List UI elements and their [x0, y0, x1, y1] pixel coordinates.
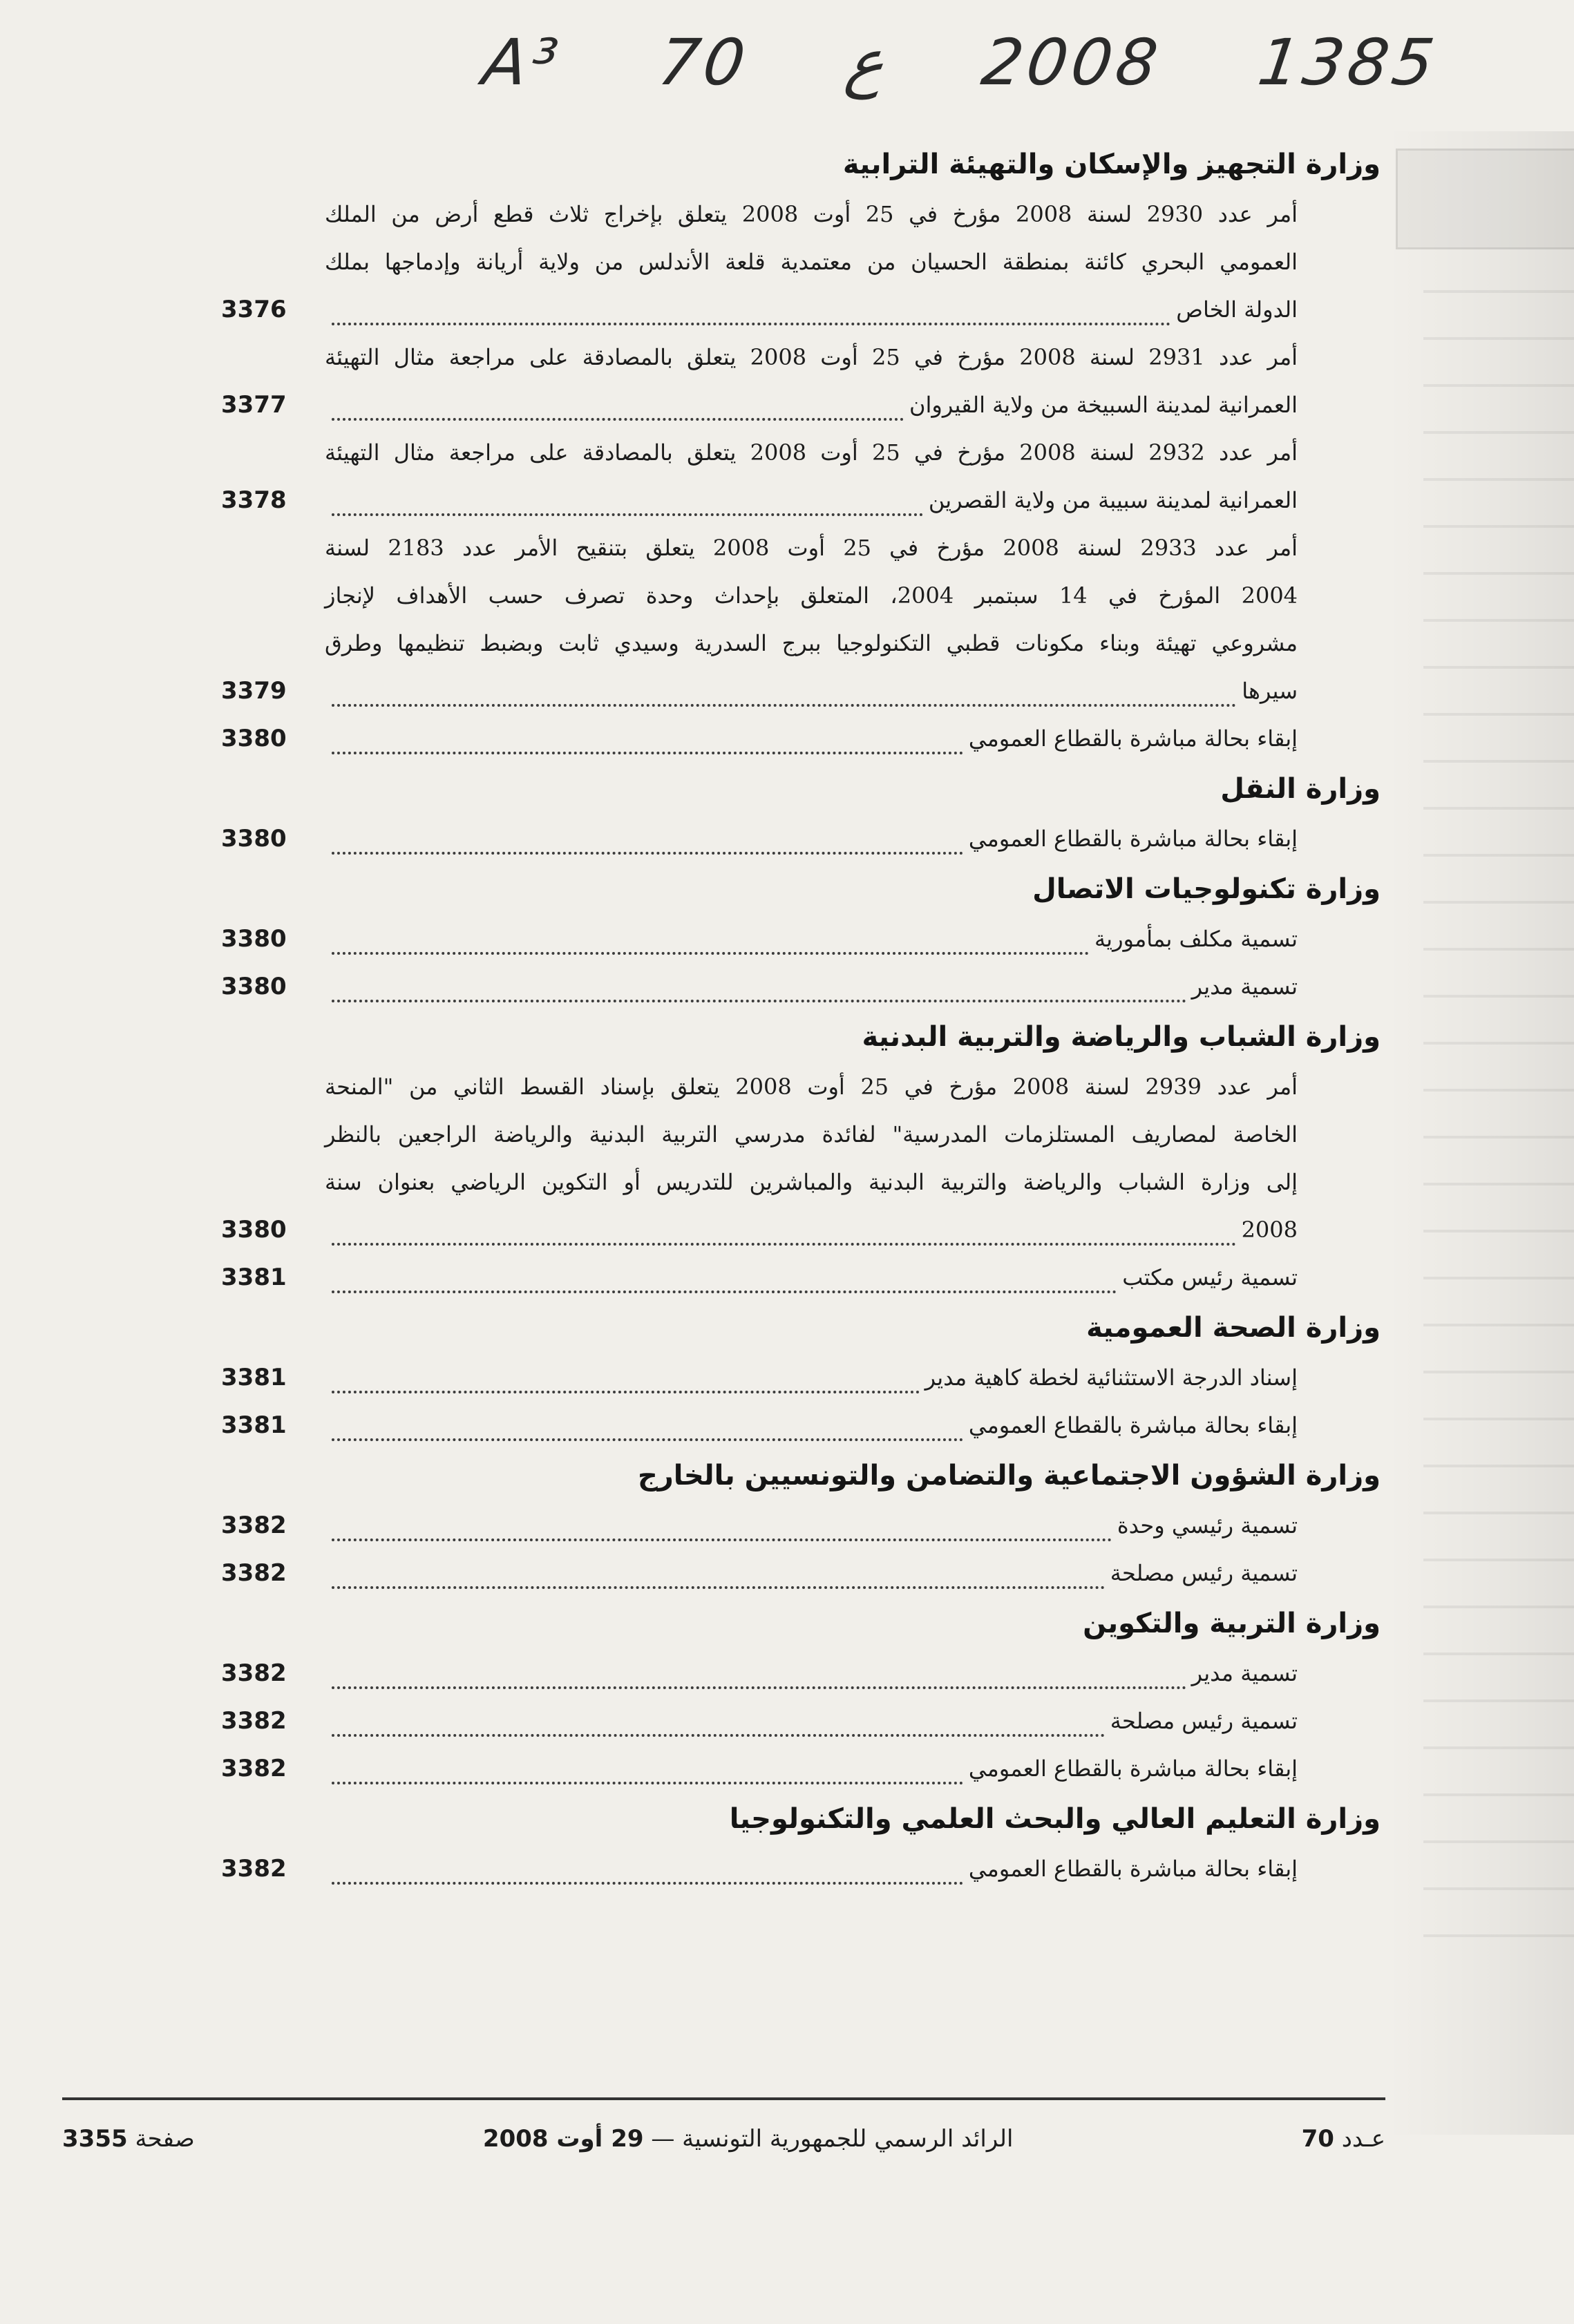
toc-entry[interactable] [221, 1502, 1298, 1550]
entry-page-number: 3379 [221, 677, 287, 705]
toc-entry[interactable] [221, 191, 1298, 334]
entry-last-line [325, 1402, 1298, 1449]
entry-last-line [325, 667, 1298, 715]
entry-page-number: 3378 [221, 486, 287, 514]
entry-text-line: أمر عدد 2933 لسنة 2008 مؤرخ في 25 أوت 2008 يتعلق بتنقيح الأمر عدد 2183 لسنة [325, 535, 1298, 561]
annotation-part: 2008 [977, 25, 1166, 99]
dot-leader [332, 1436, 963, 1441]
dot-leader [332, 1583, 1105, 1589]
entry-text-line: إبقاء بحالة مباشرة بالقطاع العمومي [968, 1755, 1298, 1782]
ministry-title: وزارة الشؤون الاجتماعية والتضامن والتونسيين بالخارج [637, 1460, 1381, 1492]
entry-description [325, 715, 1298, 763]
entry-last-line [325, 963, 1298, 1011]
entry-page-number: 3380 [221, 825, 287, 853]
entry-description [325, 815, 1298, 863]
dot-leader [332, 749, 963, 754]
entry-last-line [325, 915, 1298, 963]
entry-page-number: 3381 [221, 1264, 287, 1291]
footer-page-number: 3355 [62, 2125, 128, 2153]
entry-page-number: 3382 [221, 1755, 287, 1782]
entry-last-line [325, 1697, 1298, 1745]
ministry-title: وزارة النقل [1220, 773, 1381, 805]
ministry-title: وزارة الصحة العمومية [1086, 1312, 1381, 1344]
entry-text-line: العمرانية لمدينة سبيبة من ولاية القصرين [928, 487, 1298, 513]
annotation-part: 1385 [1253, 25, 1443, 99]
footer-rule [62, 2097, 1385, 2100]
entry-page-number: 3381 [221, 1411, 287, 1439]
entry-description [325, 1845, 1298, 1893]
entry-text-line: تسمية رئيس مصلحة [1110, 1560, 1298, 1586]
entry-text-line: أمر عدد 2931 لسنة 2008 مؤرخ في 25 أوت 2008 يتعلق بالمصادقة على مراجعة مثال التهيئة [325, 344, 1298, 370]
entry-text-line: إبقاء بحالة مباشرة بالقطاع العمومي [968, 826, 1298, 852]
entry-last-line [325, 1254, 1298, 1302]
ministry-title: وزارة تكنولوجيات الاتصال [1032, 873, 1381, 905]
entry-description [325, 1063, 1298, 1254]
toc-section [221, 1449, 1381, 1597]
entry-last-line [325, 1354, 1298, 1402]
entry-text-line: تسمية رئيس مكتب [1122, 1264, 1298, 1290]
entry-page-number: 3380 [221, 925, 287, 953]
annotation-part: ع [841, 25, 890, 99]
annotation-part: 70 [654, 25, 754, 99]
adjacent-page-lines [1423, 290, 1574, 1948]
ministry-title: وزارة التربية والتكوين [1083, 1608, 1381, 1639]
toc-entry[interactable] [221, 963, 1298, 1011]
toc-entry[interactable] [221, 1550, 1298, 1597]
entry-description [325, 1402, 1298, 1449]
entry-text-line: العمومي البحري كائنة بمنطقة الحسيان من معتمدية قلعة الأندلس من ولاية أريانة وإدماجها بملك [325, 249, 1298, 275]
entry-text-line: العمرانية لمدينة السبيخة من ولاية القيروان [909, 392, 1298, 418]
entry-page-number: 3380 [221, 725, 287, 752]
entry-last-line [325, 286, 1298, 334]
dot-leader [332, 701, 1236, 707]
footer-issue [1302, 2125, 1385, 2153]
entry-last-line [325, 1502, 1298, 1550]
entry-last-line [325, 1550, 1298, 1597]
dot-leader [332, 1779, 963, 1784]
dot-leader [332, 997, 1186, 1002]
entry-last-line [325, 477, 1298, 524]
entry-description [325, 1502, 1298, 1550]
entry-last-line [325, 715, 1298, 763]
entry-page-number: 3380 [221, 1216, 287, 1244]
entry-text-line: أمر عدد 2939 لسنة 2008 مؤرخ في 25 أوت 2008 يتعلق بإسناد القسط الثاني من "المنحة [325, 1074, 1298, 1100]
toc-entry[interactable] [221, 1254, 1298, 1302]
footer-issue-label: عـدد [1341, 2125, 1385, 2153]
entry-description [325, 1745, 1298, 1793]
entry-description [325, 1697, 1298, 1745]
entry-text-line: الدولة الخاص [1176, 296, 1298, 323]
toc-entry[interactable] [221, 1402, 1298, 1449]
entry-text-line: إبقاء بحالة مباشرة بالقطاع العمومي [968, 1856, 1298, 1882]
entry-description [325, 1650, 1298, 1697]
toc-entry[interactable] [221, 1650, 1298, 1697]
toc-section [221, 1597, 1381, 1793]
dot-leader [332, 1388, 920, 1393]
entry-text-line: 2004 المؤرخ في 14 سبتمبر 2004، المتعلق بإحداث وحدة تصرف حسب الأهداف لإنجاز [325, 582, 1298, 609]
entry-page-number: 3382 [221, 1559, 287, 1587]
entry-text-line: إبقاء بحالة مباشرة بالقطاع العمومي [968, 725, 1298, 752]
entry-description [325, 524, 1298, 715]
handwritten-annotation [478, 21, 1443, 104]
entry-last-line [325, 381, 1298, 429]
entry-text-line: إبقاء بحالة مباشرة بالقطاع العمومي [968, 1412, 1298, 1438]
dot-leader [332, 1288, 1117, 1293]
toc-section [221, 863, 1381, 1011]
dot-leader [332, 1240, 1236, 1246]
toc-section [221, 1011, 1381, 1302]
entry-description [325, 915, 1298, 963]
dot-leader [332, 949, 1089, 955]
dot-leader [332, 1731, 1105, 1737]
toc-entry[interactable] [221, 1063, 1298, 1254]
toc-entry[interactable] [221, 1354, 1298, 1402]
toc-entry[interactable] [221, 429, 1298, 524]
dot-leader [332, 1684, 1186, 1689]
table-of-contents [221, 138, 1381, 1893]
footer-journal-title: الرائد الرسمي للجمهورية التونسية — [651, 2125, 1014, 2153]
dot-leader [332, 415, 904, 421]
entry-text-line: سيرها [1242, 678, 1298, 704]
entry-text-line: مشروعي تهيئة وبناء مكونات قطبي التكنولوجيا ببرج السدرية وسيدي ثابت وبضبط تنظيمها وطرق [325, 630, 1298, 656]
toc-entry[interactable] [221, 334, 1298, 429]
entry-last-line [325, 1745, 1298, 1793]
entry-last-line [325, 1206, 1298, 1254]
dot-leader [332, 1879, 963, 1885]
entry-text-line: إسناد الدرجة الاستثنائية لخطة كاهية مدير [925, 1364, 1298, 1391]
toc-entry[interactable] [221, 1745, 1298, 1793]
footer-page [62, 2125, 195, 2153]
adjacent-page-frame [1396, 149, 1574, 249]
page-footer [62, 2118, 1385, 2160]
toc-section [221, 1302, 1381, 1449]
footer-page-label: صفحة [135, 2125, 195, 2153]
ministry-title: وزارة الشباب والرياضة والتربية البدنية [862, 1021, 1381, 1053]
ministry-title: وزارة التجهيز والإسكان والتهيئة الترابية [842, 149, 1381, 180]
toc-entry[interactable] [221, 1697, 1298, 1745]
entry-description [325, 963, 1298, 1011]
entry-text-line: إلى وزارة الشباب والرياضة والتربية البدنية والمباشرين للتدريس أو التكوين الرياضي بعنوان سنة [325, 1169, 1298, 1195]
entry-description [325, 1354, 1298, 1402]
toc-section [221, 763, 1381, 863]
entry-page-number: 3382 [221, 1512, 287, 1539]
entry-page-number: 3377 [221, 391, 287, 419]
dot-leader [332, 320, 1170, 325]
annotation-part: A³ [478, 25, 567, 99]
entry-page-number: 3382 [221, 1707, 287, 1735]
entry-page-number: 3381 [221, 1364, 287, 1391]
toc-section [221, 138, 1381, 763]
entry-text-line: الخاصة لمصاريف المستلزمات المدرسية" لفائدة مدرسي التربية البدنية والرياضة الراجعين بالنظر [325, 1121, 1298, 1147]
footer-date: 29 أوت 2008 [482, 2125, 644, 2153]
dot-leader [332, 849, 963, 855]
footer-issue-number: 70 [1301, 2125, 1334, 2153]
entry-description [325, 429, 1298, 524]
entry-description [325, 191, 1298, 334]
dot-leader [332, 1536, 1112, 1541]
entry-text-line: تسمية مدير [1191, 1660, 1298, 1686]
entry-page-number: 3382 [221, 1855, 287, 1883]
footer-journal [483, 2125, 1014, 2153]
entry-last-line [325, 815, 1298, 863]
entry-text-line: أمر عدد 2930 لسنة 2008 مؤرخ في 25 أوت 2008 يتعلق بإخراج ثلاث قطع أرض من الملك [325, 201, 1298, 227]
entry-page-number: 3380 [221, 973, 287, 1000]
entry-last-line [325, 1650, 1298, 1697]
entry-text-line: تسمية مدير [1191, 973, 1298, 1000]
toc-section [221, 1793, 1381, 1893]
entry-text-line: 2008 [1241, 1217, 1298, 1243]
entry-description [325, 1550, 1298, 1597]
toc-entry[interactable] [221, 524, 1298, 715]
entry-description [325, 334, 1298, 429]
entry-text-line: أمر عدد 2932 لسنة 2008 مؤرخ في 25 أوت 2008 يتعلق بالمصادقة على مراجعة مثال التهيئة [325, 439, 1298, 466]
toc-entry[interactable] [221, 1845, 1298, 1893]
entry-text-line: تسمية رئيس مصلحة [1110, 1708, 1298, 1734]
entry-text-line: تسمية مكلف بمأمورية [1094, 926, 1298, 952]
entry-page-number: 3376 [221, 296, 287, 323]
toc-entry[interactable] [221, 815, 1298, 863]
entry-page-number: 3382 [221, 1659, 287, 1687]
entry-description [325, 1254, 1298, 1302]
ministry-title: وزارة التعليم العالي والبحث العلمي والتكنولوجيا [729, 1803, 1381, 1835]
entry-text-line: تسمية رئيسي وحدة [1117, 1512, 1298, 1539]
entry-last-line [325, 1845, 1298, 1893]
toc-entry[interactable] [221, 915, 1298, 963]
dot-leader [332, 511, 923, 516]
toc-entry[interactable] [221, 715, 1298, 763]
